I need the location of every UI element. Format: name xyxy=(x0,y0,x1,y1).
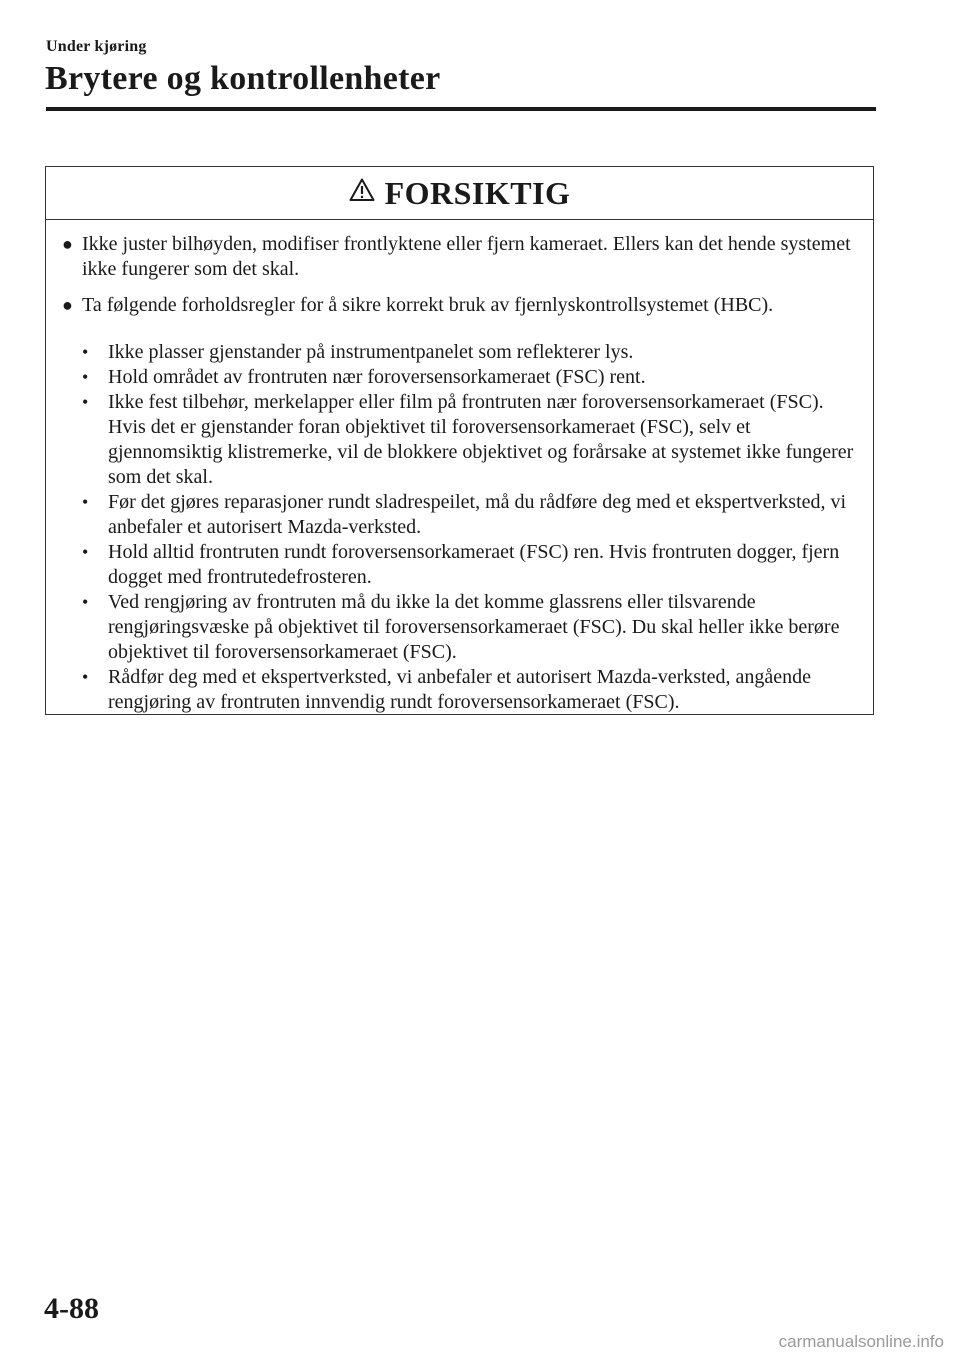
bullet-icon: • xyxy=(82,367,89,387)
header-divider xyxy=(46,107,876,111)
caution-item xyxy=(62,293,859,329)
sub-list-item-text: Ikke fest tilbehør, merkelapper eller film på frontruten nær foroversensorkameraet (FSC). Hvis det er gjenstander foran objektivet til foroversensorkameraet (FSC), selv et gjennomsiktig klistremerke, vil de blokkere objektivet og forårsake at systemet ikke fungerer som det skal. xyxy=(108,391,854,488)
caution-header xyxy=(46,167,873,220)
caution-item xyxy=(62,232,859,282)
sub-list-item-text: Hold området av frontruten nær foroversensorkameraet (FSC) rent. xyxy=(108,366,646,388)
caution-body xyxy=(46,220,873,715)
sub-list-item xyxy=(82,590,859,665)
caution-title: FORSIKTIG xyxy=(384,174,571,211)
bullet-icon: • xyxy=(82,592,89,612)
bullet-icon: • xyxy=(82,667,89,687)
sub-list-item-text: Hold alltid frontruten rundt foroversensorkameraet (FSC) ren. Hvis frontruten dogger, fjern dogget med frontrutedefrosteren. xyxy=(108,541,840,588)
bullet-icon: ● xyxy=(62,234,73,254)
caution-item-text: Ikke juster bilhøyden, modifiser frontlyktene eller fjern kameraet. Ellers kan det hende systemet ikke fungerer som det skal. xyxy=(82,233,851,280)
caution-item-text: Ta følgende forholdsregler for å sikre korrekt bruk av fjernlyskontrollsystemet (HBC). xyxy=(82,294,774,316)
bullet-icon: • xyxy=(82,542,89,562)
caution-sublist xyxy=(62,340,859,715)
page-number: 4-88 xyxy=(44,1292,99,1325)
sub-list-item xyxy=(82,390,859,490)
sub-list-item-text: Rådfør deg med et ekspertverksted, vi anbefaler et autorisert Mazda-verksted, angående rengjøring av frontruten innvendig rundt foroversensorkameraet (FSC). xyxy=(108,666,812,713)
sub-list-item xyxy=(82,665,859,715)
bullet-icon: • xyxy=(82,392,89,412)
bullet-icon: • xyxy=(82,342,89,362)
caution-box xyxy=(45,166,874,715)
sub-list-item xyxy=(82,540,859,590)
bullet-icon: • xyxy=(82,492,89,512)
warning-triangle-icon xyxy=(349,179,375,208)
page-title: Brytere og kontrollenheter xyxy=(45,60,441,97)
sub-list-item-text: Ikke plasser gjenstander på instrumentpanelet som reflekterer lys. xyxy=(108,341,634,363)
sub-list-item xyxy=(82,365,859,390)
sub-list-item xyxy=(82,340,859,365)
bullet-icon: ● xyxy=(62,295,73,315)
sub-list-item-text: Ved rengjøring av frontruten må du ikke la det komme glassrens eller tilsvarende rengjøringsvæske på objektivet til foroversensorkameraet (FSC). Du skal heller ikke berøre objektivet til foroversensorkameraet (FSC). xyxy=(108,591,840,663)
section-label: Under kjøring xyxy=(46,38,147,55)
sub-list-item-text: Før det gjøres reparasjoner rundt sladrespeilet, må du rådføre deg med et ekspertverksted, vi anbefaler et autorisert Mazda-verksted. xyxy=(108,491,847,538)
sub-list-item xyxy=(82,490,859,540)
watermark: carmanualsonline.info xyxy=(778,1332,944,1351)
